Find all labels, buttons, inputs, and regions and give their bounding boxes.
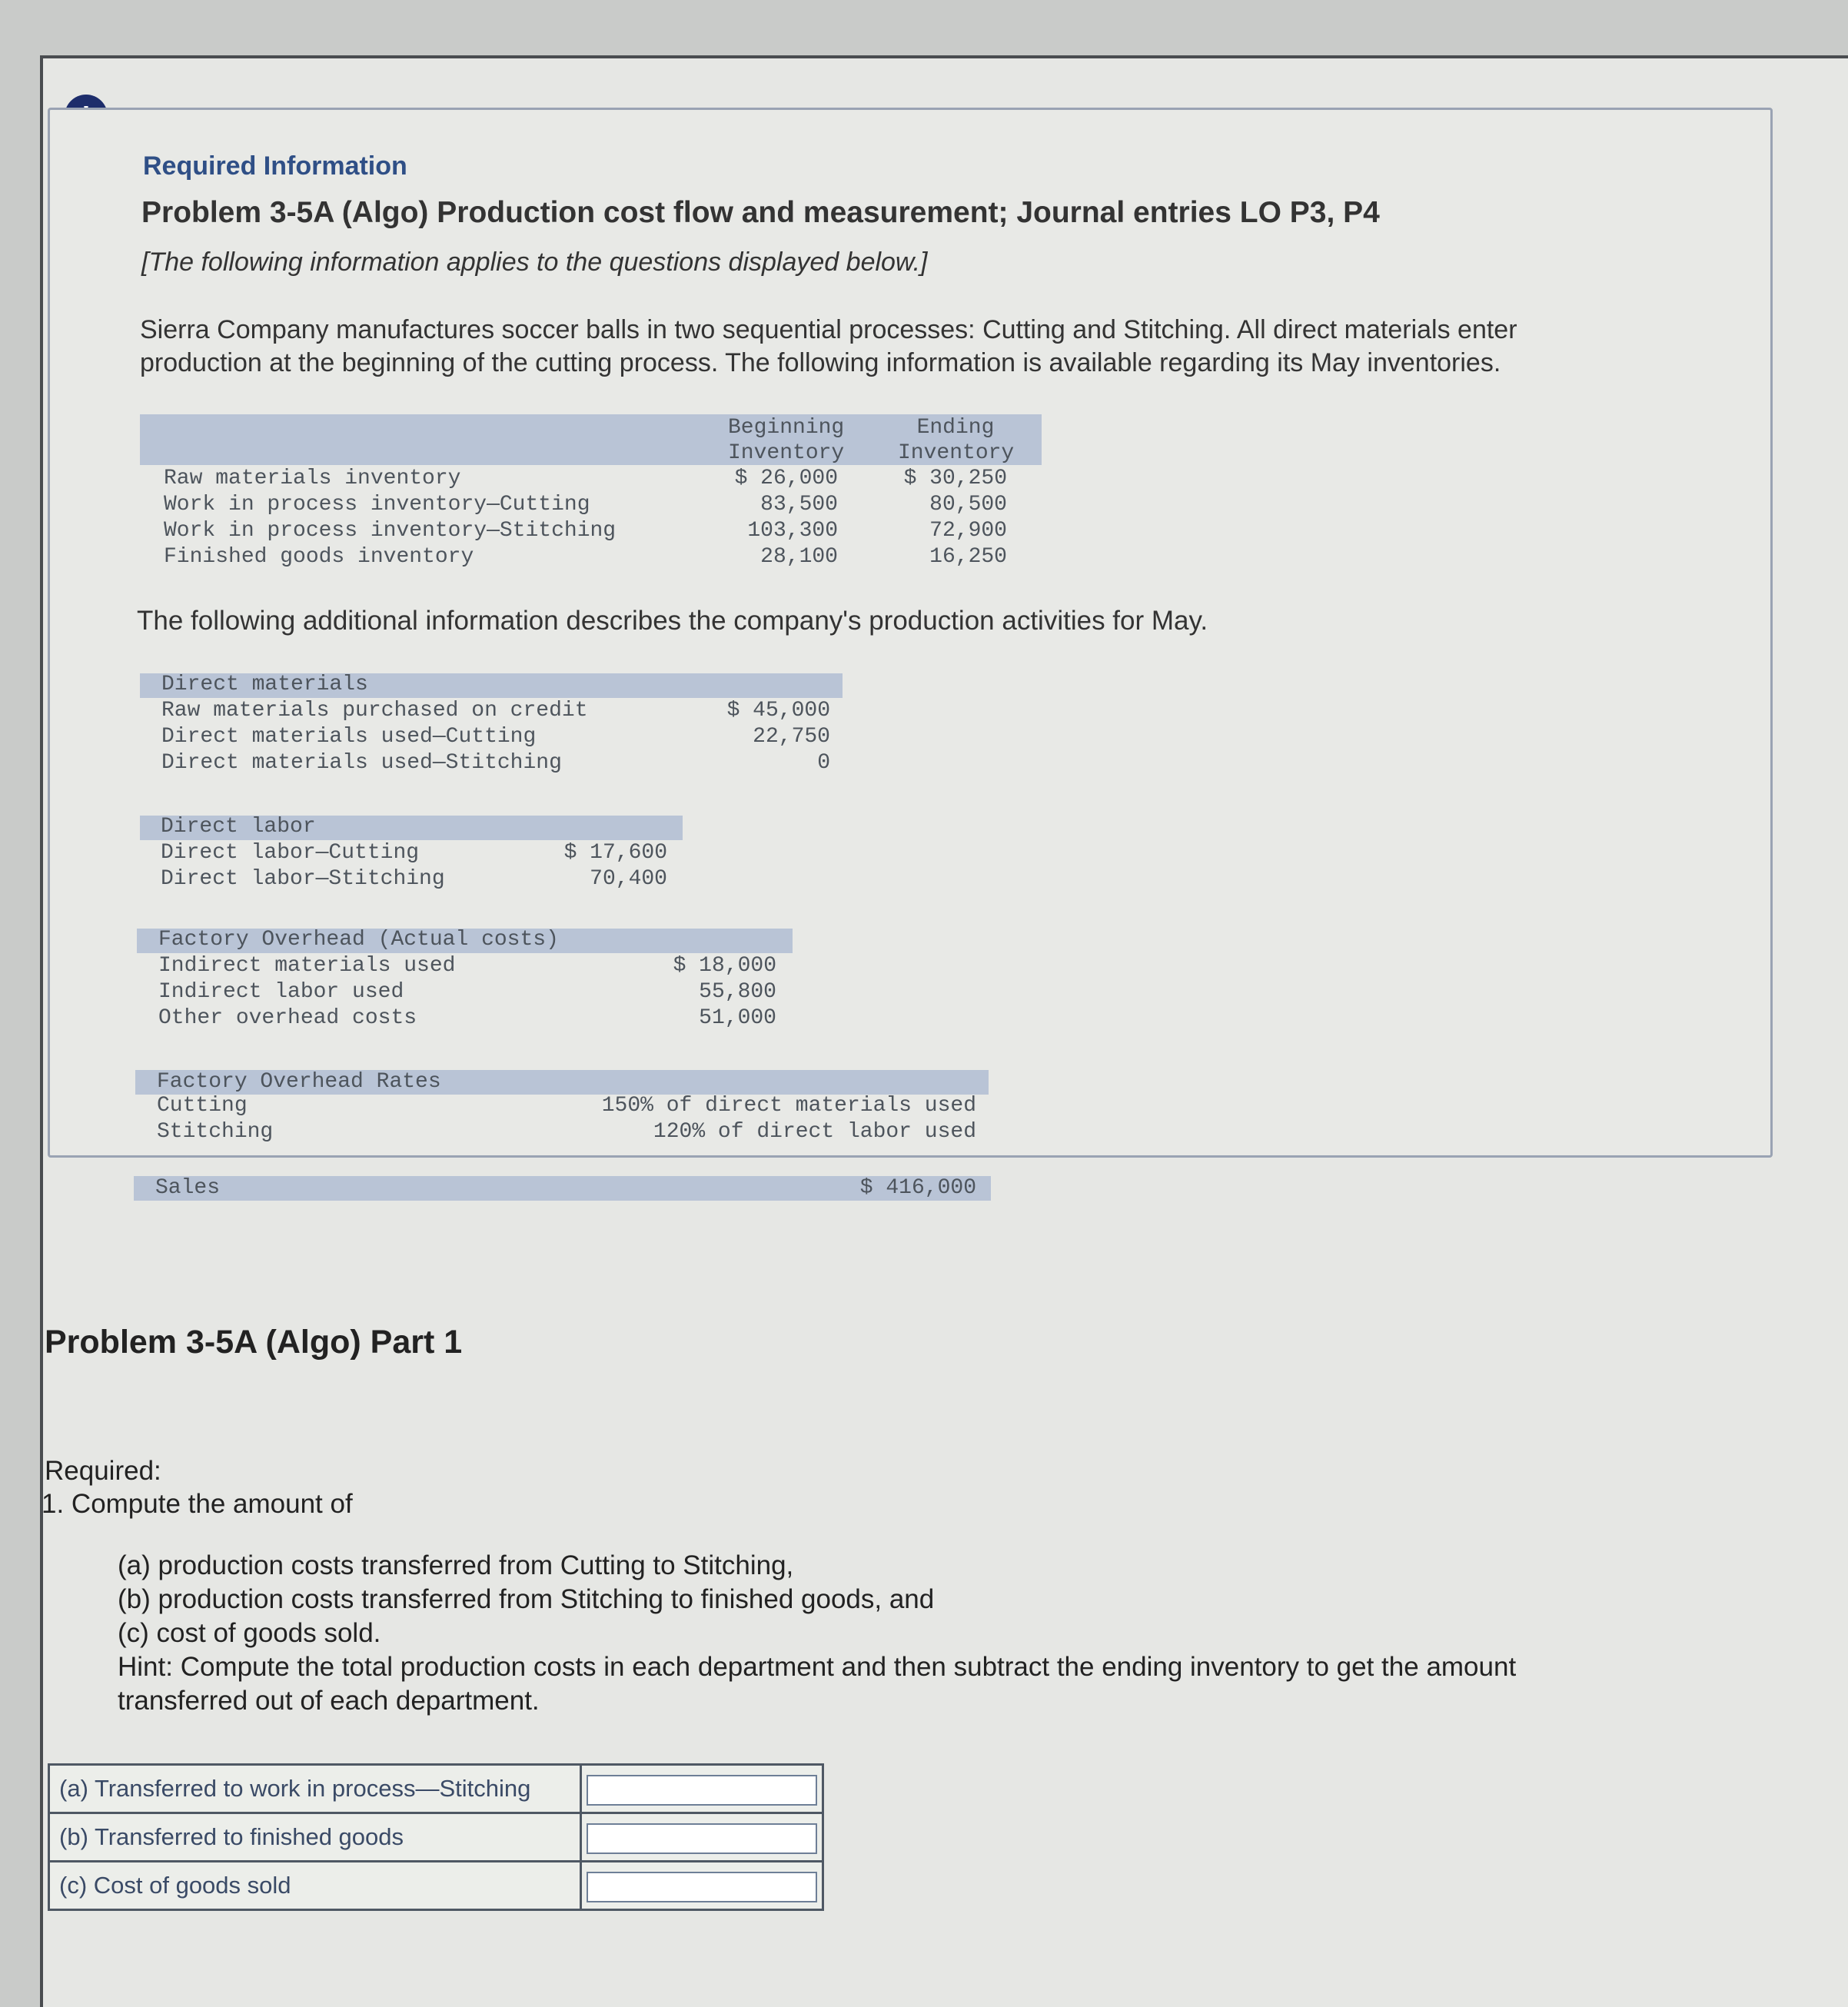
required-information-heading: Required Information [143, 151, 407, 181]
table-row: Direct labor—Stitching [161, 867, 445, 891]
overhead-rates-title: Factory Overhead Rates [157, 1070, 441, 1094]
table-row: Other overhead costs [158, 1006, 417, 1030]
table-row: Indirect materials used [158, 954, 456, 978]
table-row [49, 1765, 823, 1813]
sales-label: Sales [155, 1176, 221, 1200]
factory-overhead-values: $ 18,000 55,800 51,000 [673, 954, 776, 1030]
table-row: Finished goods inventory [164, 545, 474, 569]
inventory-labels [164, 466, 616, 570]
intro-paragraph [140, 314, 1716, 380]
answer-label-a: (a) Transferred to work in process—Stitching [49, 1765, 581, 1813]
info-note: [The following information applies to the questions displayed below.] [141, 248, 928, 277]
list-item: (a) production costs transferred from Cutting to Stitching, [118, 1550, 794, 1580]
answer-input-c[interactable] [587, 1872, 817, 1902]
list-item: (c) cost of goods sold. [118, 1618, 381, 1648]
additional-info-paragraph: The following additional information describes the company's production activities for May. [137, 606, 1208, 636]
overhead-rates-labels [157, 1093, 273, 1145]
list-item: (b) production costs transferred from Stitching to finished goods, and [118, 1584, 935, 1614]
answer-cell-b [581, 1813, 823, 1862]
beginning-inventory-header: Beginning Inventory [728, 416, 845, 465]
answer-cell-c [581, 1862, 823, 1910]
hint-line-2: transferred out of each department. [118, 1686, 540, 1716]
direct-materials-title: Direct materials [161, 673, 368, 696]
ending-values: $ 30,250 80,500 72,900 16,250 [903, 467, 1007, 569]
compute-instruction: 1. Compute the amount of [42, 1489, 353, 1519]
intro-line-1: Sierra Company manufactures soccer balls in two sequential processes: Cutting and Stitching. All direct materials enter [140, 315, 1517, 344]
table-row: Work in process inventory—Stitching [164, 519, 617, 543]
table-row: Raw materials purchased on credit [161, 699, 588, 723]
direct-labor-values: $ 17,600 70,400 [563, 841, 667, 891]
answer-table [48, 1763, 824, 1911]
answer-label-c: (c) Cost of goods sold [49, 1862, 581, 1910]
answer-input-a[interactable] [587, 1775, 817, 1806]
table-row [49, 1813, 823, 1862]
required-label: Required: [45, 1456, 161, 1486]
table-row: Cutting [157, 1094, 248, 1118]
table-row [49, 1862, 823, 1910]
table-row: Stitching [157, 1120, 274, 1144]
ending-inventory-header: Ending Inventory [898, 416, 1015, 465]
direct-labor-title: Direct labor [161, 815, 316, 839]
answer-input-b[interactable] [587, 1823, 817, 1854]
factory-overhead-labels [158, 953, 455, 1032]
part-title: Problem 3-5A (Algo) Part 1 [45, 1324, 463, 1361]
answer-cell-a [581, 1765, 823, 1813]
direct-labor-labels [161, 840, 445, 892]
direct-materials-labels [161, 698, 588, 776]
table-row: Direct materials used—Stitching [161, 751, 562, 775]
table-row: Indirect labor used [158, 980, 404, 1004]
task-list [118, 1549, 1516, 1718]
hint-line-1: Hint: Compute the total production costs in each department and then subtract the ending inventory to get the amount [118, 1652, 1517, 1682]
table-row: Direct labor—Cutting [161, 841, 420, 865]
beginning-values: $ 26,000 83,500 103,300 28,100 [734, 467, 838, 569]
table-row: Direct materials used—Cutting [161, 725, 537, 749]
sales-value: $ 416,000 [859, 1176, 976, 1200]
overhead-rates-values: 150% of direct materials used 120% of direct labor used [601, 1094, 976, 1144]
intro-line-2: production at the beginning of the cutting process. The following information is available regarding its May inventories. [140, 348, 1501, 377]
table-row: Work in process inventory—Cutting [164, 493, 590, 517]
factory-overhead-title: Factory Overhead (Actual costs) [158, 928, 559, 952]
direct-materials-values: $ 45,000 22,750 0 [726, 699, 830, 775]
problem-title: Problem 3-5A (Algo) Production cost flow and measurement; Journal entries LO P3, P4 [141, 196, 1380, 229]
answer-label-b: (b) Transferred to finished goods [49, 1813, 581, 1862]
table-row: Raw materials inventory [164, 467, 461, 490]
